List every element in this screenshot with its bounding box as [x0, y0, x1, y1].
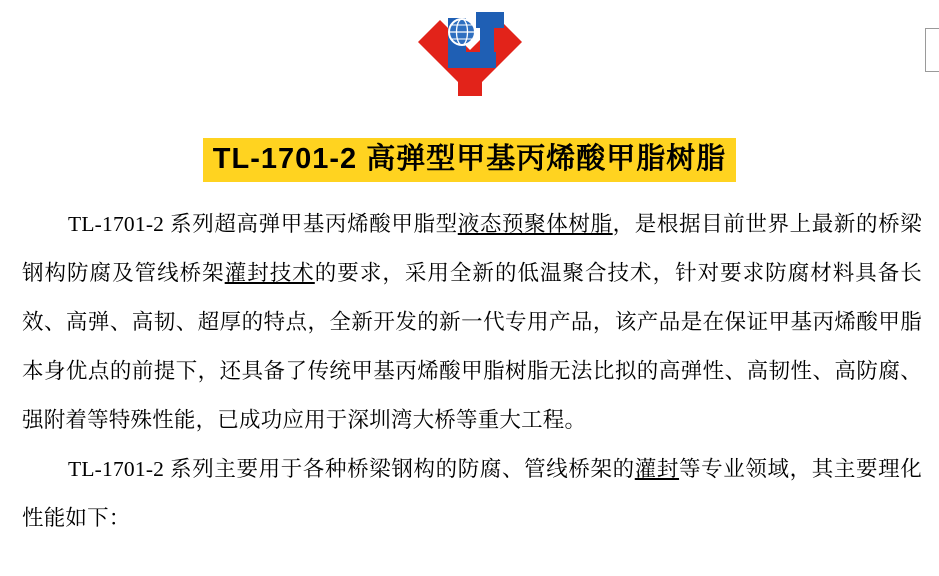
text-run: TL-1701-2 系列主要用于各种桥梁钢构的防腐、管线桥架的: [68, 457, 635, 481]
text-run: ，是根据目前世界上最新的桥梁钢构防腐及管线桥架: [22, 212, 923, 285]
text-run-underlined: 灌封: [634, 457, 680, 481]
logo-container: [0, 8, 939, 100]
text-run-underlined: 灌封技术: [224, 261, 315, 285]
text-run: TL-1701-2 系列超高弹甲基丙烯酸甲脂型: [68, 212, 458, 236]
document-body: [22, 200, 922, 543]
title-row: [0, 138, 939, 182]
page-title: TL-1701-2 高弹型甲基丙烯酸甲脂树脂: [203, 138, 736, 182]
logo-icon: [418, 12, 522, 96]
text-run: 的要求，采用全新的低温聚合技术，针对要求防腐材料具备长效、高弹、高韧、超厚的特点，全新开发的新一代专用产品，该产品是在保证甲基丙烯酸甲脂本身优点的前提下，还具备了传统甲基丙烯酸甲脂树脂无法比拟的高弹性、高韧性、高防腐、强附着等特殊性能，已成功应用于深圳湾大桥等重大工程。: [22, 261, 922, 432]
text-run-underlined: 液态预聚体树脂: [457, 212, 613, 236]
page-edge-marker: [925, 28, 939, 72]
text-run: 等专业领域，其主要理化性能如下：: [22, 457, 923, 530]
company-logo: [418, 12, 522, 96]
paragraph-2: [22, 445, 922, 543]
paragraph-1: [22, 200, 922, 445]
